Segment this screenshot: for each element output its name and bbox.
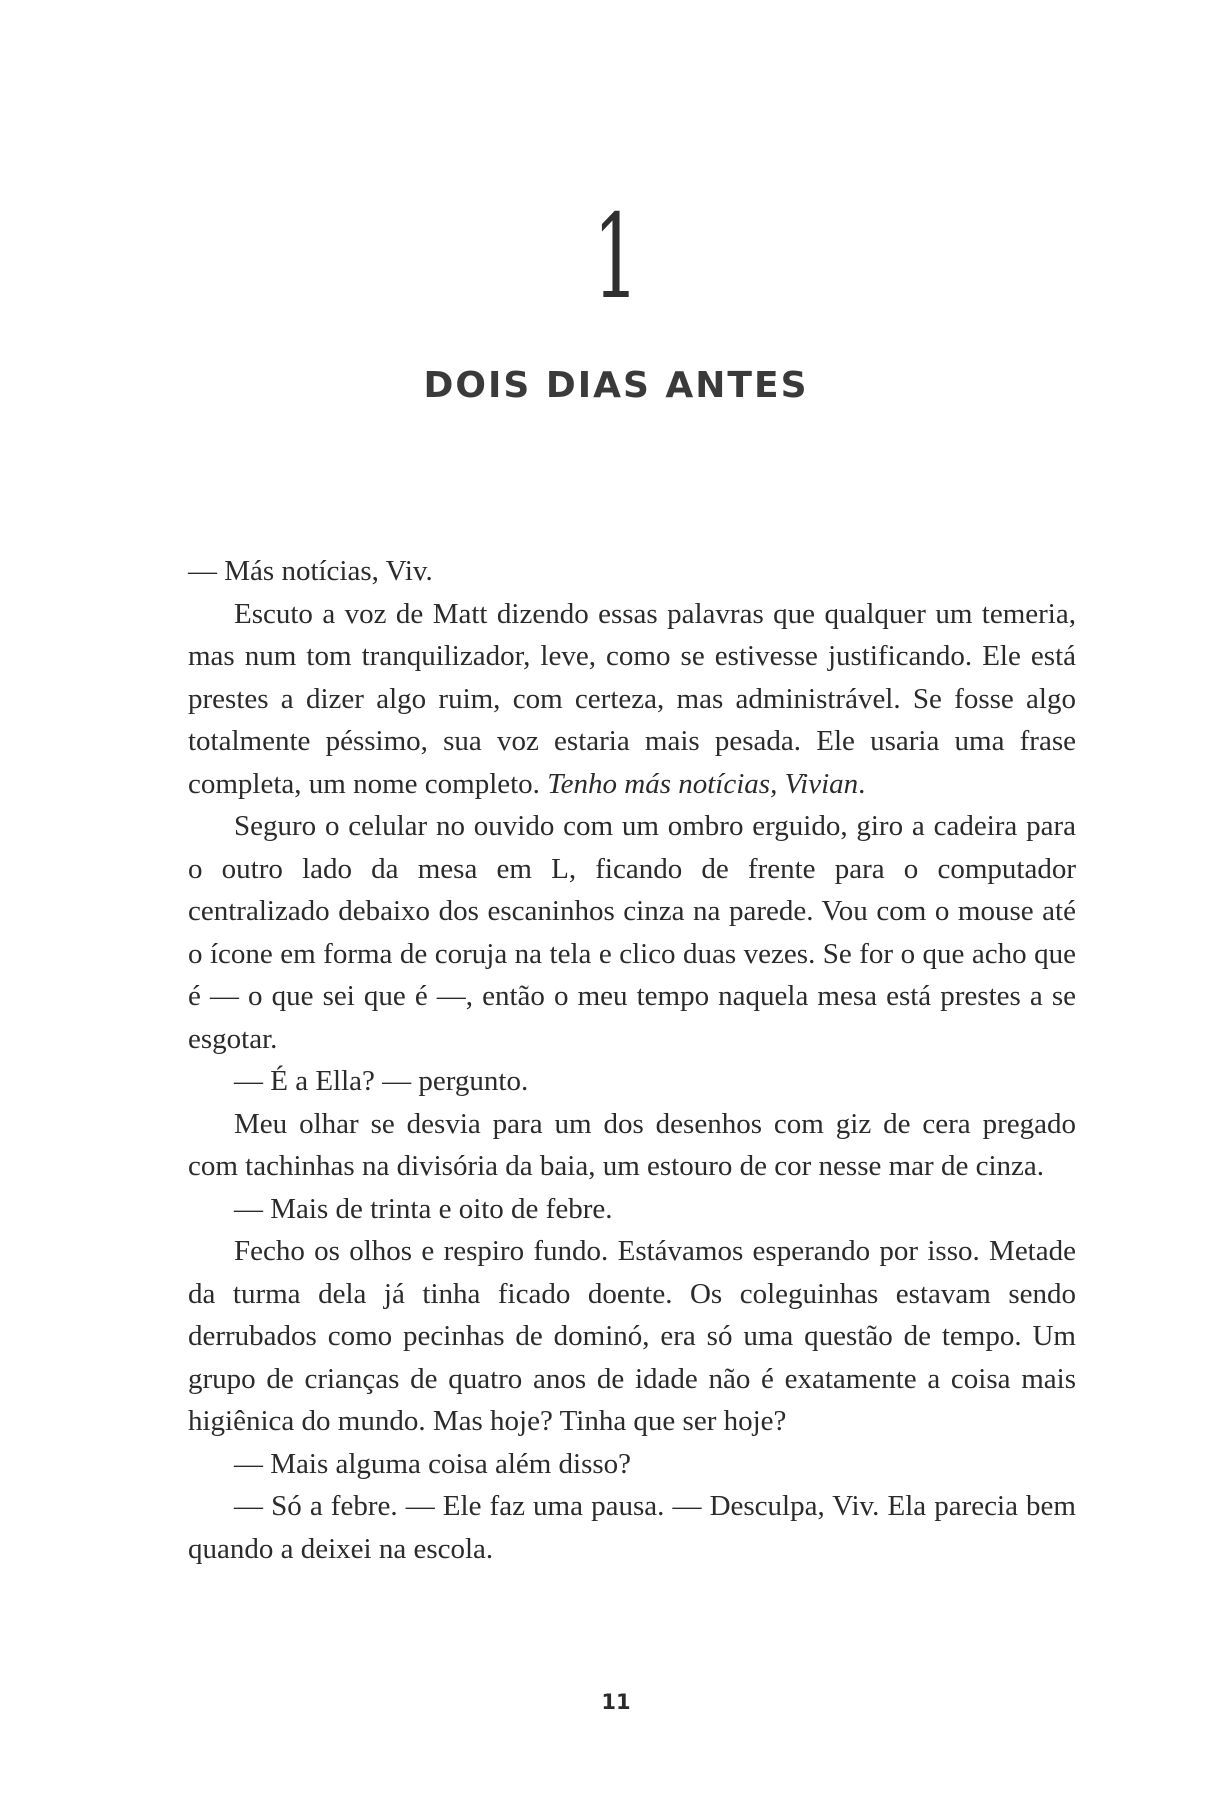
italic-thought: Tenho más notícias, Vivian	[547, 767, 859, 800]
paragraph: Fecho os olhos e respiro fundo. Estávamos esperando por isso. Metade da turma dela já tinha ficado doente. Os coleguinhas estavam sendo derrubados como pecinhas de dominó, era só uma questão de tempo. Um grupo de crianças de quatro anos de idade não é exatamente a coisa mais higiênica do mundo. Mas hoje? Tinha que ser hoje?	[188, 1235, 1076, 1437]
paragraph: Seguro o celular no ouvido com um ombro erguido, giro a cadeira para o outro lado da mesa em L, ficando de frente para o computador centralizado debaixo dos escaninhos cinza na parede. Vou com o mouse até o ícone em forma de coruja na tela e clico duas vezes. Se for o que acho que é — o que sei que é —, então o meu tempo naquela mesa está prestes a se esgotar.	[188, 810, 1076, 1055]
body-text	[188, 550, 1076, 1570]
paragraph: — Só a febre. — Ele faz uma pausa. — Desculpa, Viv. Ela parecia bem quando a deixei na escola.	[188, 1490, 1076, 1565]
paragraph: — Mais de trinta e oito de febre.	[234, 1192, 613, 1225]
paragraph: — Mais alguma coisa além disso?	[234, 1447, 632, 1480]
paragraph: — É a Ella? — pergunto.	[234, 1065, 529, 1097]
page-number: 11	[601, 1690, 631, 1714]
paragraph: — Más notícias, Viv.	[188, 555, 433, 587]
chapter-title: DOIS DIAS ANTES	[423, 365, 809, 406]
chapter-number: 1	[593, 190, 639, 325]
paragraph: Meu olhar se desvia para um dos desenhos com giz de cera pregado com tachinhas na divisória da baia, um estouro de cor nesse mar de cinza.	[188, 1107, 1076, 1182]
paragraph: Escuto a voz de Matt dizendo essas palavras que qualquer um temeria, mas num tom tranquilizador, leve, como se estivesse justificando. Ele está prestes a dizer algo ruim, com certeza, mas administrável. Se fosse algo totalmente péssimo, sua voz estaria mais pesada. Ele usaria uma frase completa, um nome completo. Tenho más notícias, Vivian.	[188, 597, 1076, 800]
paragraph-text: Escuto a voz de Matt dizendo essas palavras que qualquer um temeria, mas num tom tranquilizador, leve, como se estivesse justificando. Ele está prestes a dizer algo ruim, com certeza, mas administrável. Se fosse algo totalmente péssimo, sua voz estaria mais pesada. Ele usaria uma frase completa, um nome completo.	[188, 597, 1076, 800]
